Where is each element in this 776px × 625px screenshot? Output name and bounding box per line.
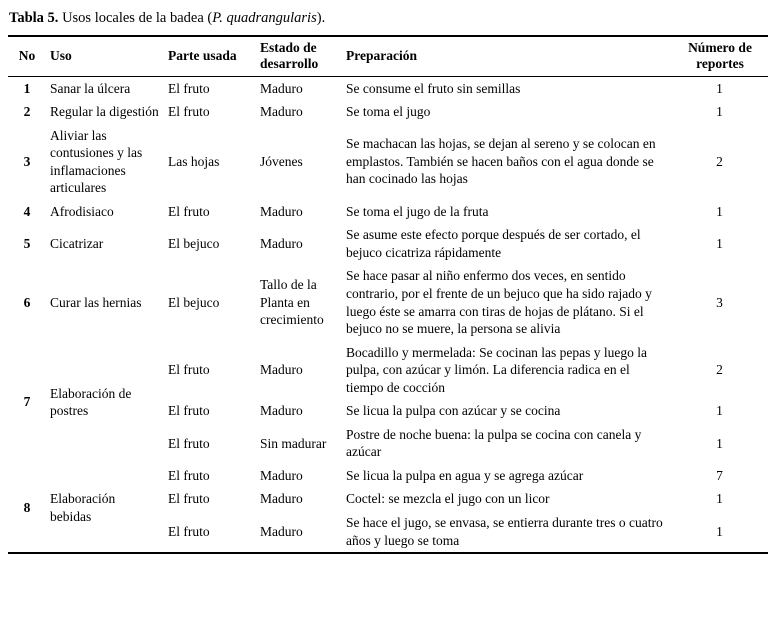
cell-reportes: 1 [716, 435, 723, 451]
cell-no: 1 [23, 80, 31, 96]
cell-parte-usada: Las hojas [168, 153, 220, 169]
cell-preparacion: Se toma el jugo de la fruta [346, 203, 489, 219]
table-row [8, 200, 768, 224]
usos-locales-table [8, 35, 768, 554]
cell-preparacion: Se hace pasar al niño enfermo dos veces, en sentido contrario, por el frente de un bejuco que ha sido rajado y luego éste se amarra con tiras de hojas de plátano. Si el bejuco no se muere, la persona se alivia [346, 268, 652, 337]
cell-estado: Sin madurar [260, 435, 327, 451]
cell-uso: Elaboración de postres [50, 385, 132, 419]
table-caption-species: P. quadrangularis [212, 10, 317, 26]
cell-uso: Elaboración bebidas [50, 491, 116, 524]
cell-estado: Maduro [260, 203, 303, 219]
cell-estado: Maduro [260, 80, 303, 96]
cell-estado: Tallo de la Planta en crecimiento [260, 277, 324, 328]
table-row [8, 76, 768, 100]
header-estado-desarrollo: Estado de desarrollo [256, 36, 342, 76]
cell-no: 7 [23, 394, 31, 410]
cell-uso: Sanar la úlcera [50, 80, 131, 96]
cell-parte-usada: El fruto [168, 523, 210, 539]
cell-parte-usada: El fruto [168, 435, 210, 451]
cell-preparacion: Se licua la pulpa con azúcar y se cocina [346, 403, 561, 419]
cell-estado: Maduro [260, 467, 303, 483]
cell-preparacion: Postre de noche buena: la pulpa se cocina con canela y azúcar [346, 426, 642, 460]
cell-parte-usada: El fruto [168, 203, 210, 219]
cell-reportes: 1 [716, 104, 723, 120]
cell-reportes: 2 [716, 362, 723, 378]
cell-parte-usada: El bejuco [168, 294, 220, 310]
table-row [8, 223, 768, 264]
cell-reportes: 1 [716, 80, 723, 96]
table-row [8, 341, 768, 400]
cell-estado: Maduro [260, 104, 303, 120]
cell-estado: Maduro [260, 523, 303, 539]
cell-parte-usada: El fruto [168, 362, 210, 378]
header-numero-reportes: Número de reportes [672, 36, 768, 76]
cell-parte-usada: El fruto [168, 491, 210, 507]
cell-parte-usada: El fruto [168, 104, 210, 120]
cell-preparacion: Se licua la pulpa en agua y se agrega azúcar [346, 467, 584, 483]
cell-uso: Curar las hernias [50, 294, 142, 310]
cell-estado: Maduro [260, 236, 303, 252]
table-caption [9, 9, 768, 27]
table-caption-suffix: ). [316, 10, 326, 26]
cell-no: 3 [23, 153, 31, 169]
cell-no: 4 [23, 203, 31, 219]
cell-reportes: 2 [716, 153, 723, 169]
cell-estado: Jóvenes [260, 153, 303, 169]
cell-preparacion: Se asume este efecto porque después de ser cortado, el bejuco cicatriza rápidamente [346, 227, 641, 260]
cell-estado: Maduro [260, 403, 303, 419]
cell-preparacion: Se toma el jugo [346, 104, 431, 120]
cell-estado: Maduro [260, 491, 303, 507]
table-caption-label: Tabla 5. [9, 10, 63, 26]
header-no: No [8, 36, 46, 76]
cell-parte-usada: El fruto [168, 467, 210, 483]
cell-preparacion: Se consume el fruto sin semillas [346, 80, 521, 96]
cell-reportes: 3 [716, 294, 723, 310]
cell-preparacion: Coctel: se mezcla el jugo con un licor [346, 491, 550, 507]
cell-preparacion: Se hace el jugo, se envasa, se entierra durante tres o cuatro años y luego se toma [346, 514, 663, 548]
cell-reportes: 1 [716, 236, 723, 252]
cell-no: 6 [23, 294, 31, 310]
cell-preparacion: Bocadillo y mermelada: Se cocinan las pepas y luego la pulpa, con azúcar y limón. La diferencia radica en el tiempo de cocción [346, 344, 648, 395]
table-row [8, 124, 768, 200]
cell-uso: Aliviar las contusiones y las inflamaciones articulares [50, 127, 143, 196]
cell-estado: Maduro [260, 362, 303, 378]
cell-uso: Regular la digestión [50, 104, 159, 120]
table-caption-text: Usos locales de la badea ( [62, 10, 213, 26]
cell-reportes: 1 [716, 203, 723, 219]
table-row [8, 100, 768, 124]
cell-reportes: 1 [716, 491, 723, 507]
cell-reportes: 1 [716, 523, 723, 539]
cell-parte-usada: El fruto [168, 80, 210, 96]
cell-no: 2 [23, 104, 31, 120]
header-preparacion: Preparación [342, 36, 672, 76]
cell-uso: Afrodisiaco [50, 203, 114, 219]
cell-reportes: 1 [716, 403, 723, 419]
cell-reportes: 7 [716, 467, 723, 483]
table-row [8, 464, 768, 488]
cell-no: 5 [23, 236, 31, 252]
header-uso: Uso [46, 36, 164, 76]
cell-parte-usada: El bejuco [168, 236, 220, 252]
table-row [8, 264, 768, 340]
header-parte-usada: Parte usada [164, 36, 256, 76]
cell-parte-usada: El fruto [168, 403, 210, 419]
cell-no: 8 [23, 500, 31, 516]
cell-uso: Cicatrizar [50, 236, 104, 252]
header-row [8, 36, 768, 76]
cell-preparacion: Se machacan las hojas, se dejan al sereno y se colocan en emplastos. También se hacen baños con el agua donde se han cocinado las hojas [346, 136, 656, 187]
